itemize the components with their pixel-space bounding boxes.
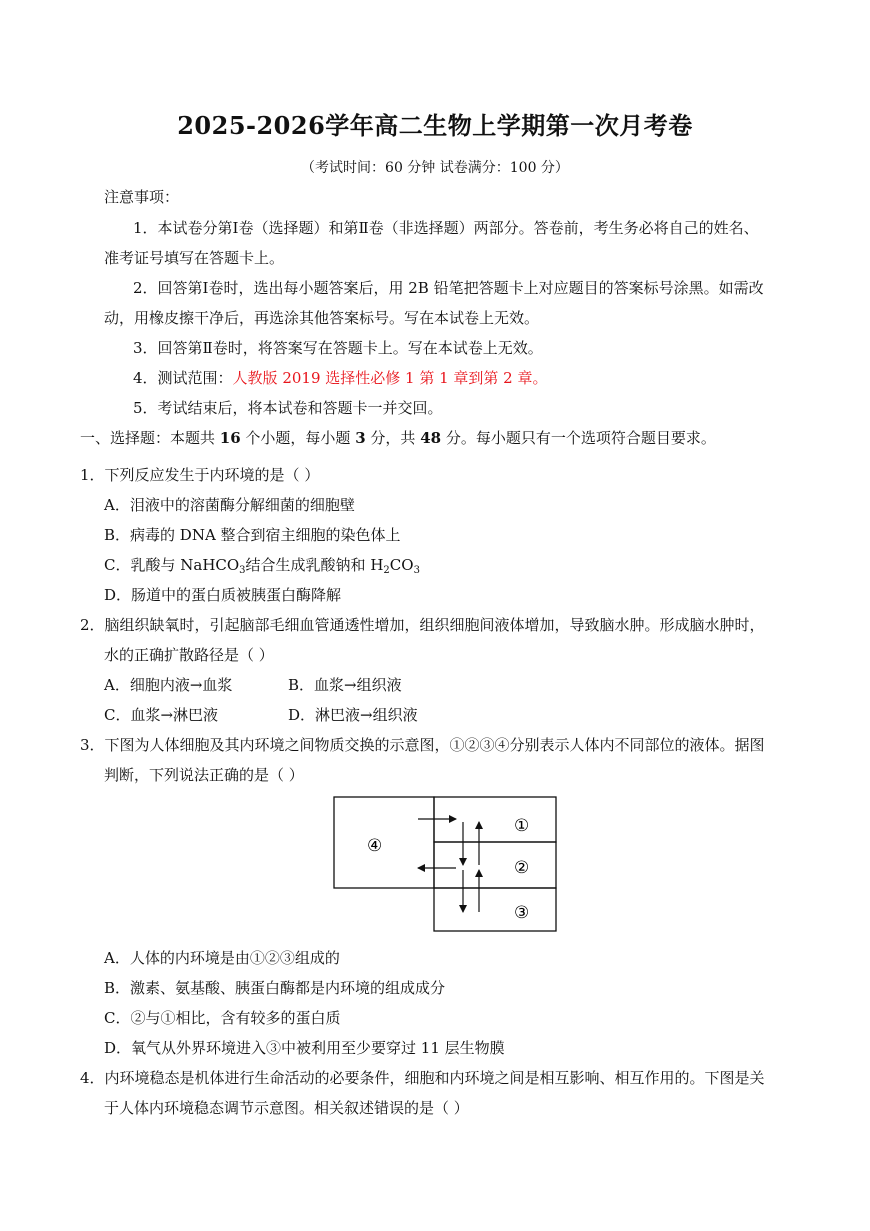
label-1: ① <box>514 816 530 836</box>
box-3 <box>434 888 556 931</box>
question-2-stem: 2．脑组织缺氧时，引起脑部毛细血管通透性增加，组织细胞间液体增加，导致脑水肿。形成脑水肿时， <box>80 616 765 634</box>
notice-item-5: 5．考试结束后，将本试卷和答题卡一并交回。 <box>133 399 443 417</box>
option-c-sub-2: 2 <box>383 565 390 576</box>
question-3-option-c[interactable]: C．②与①相比，含有较多的蛋白质 <box>104 1009 341 1027</box>
option-c-text-2: 结合生成乳酸钠和 H <box>245 556 384 574</box>
question-4-stem-cont: 于人体内环境稳态调节示意图。相关叙述错误的是（ ） <box>104 1099 469 1117</box>
question-3-stem: 3．下图为人体细胞及其内环境之间物质交换的示意图，①②③④分别表示人体内不同部位的液体。据图 <box>80 736 765 754</box>
section-text-4: 分。每小题只有一个选项符合题目要求。 <box>441 429 716 447</box>
notice-item-3: 3．回答第Ⅱ卷时，将答案写在答题卡上。写在本试卷上无效。 <box>133 339 543 357</box>
question-2-option-c[interactable]: C．血浆→淋巴液 <box>104 706 219 724</box>
question-1-option-b[interactable]: B．病毒的 DNA 整合到宿主细胞的染色体上 <box>104 526 401 544</box>
section-text-1: 一、选择题：本题共 <box>80 429 220 447</box>
section-heading <box>80 428 716 448</box>
notice-item-4-prefix: 4．测试范围： <box>133 369 233 387</box>
points-each: 3 <box>355 429 366 447</box>
option-c-sub-3: 3 <box>413 565 420 576</box>
notice-item-1-cont: 准考证号填写在答题卡上。 <box>104 249 285 267</box>
exam-subtitle: （考试时间：60 分钟 试卷满分：100 分） <box>301 160 569 176</box>
notice-item-2-cont: 动，用橡皮擦干净后，再选涂其他答案标号。写在本试卷上无效。 <box>104 309 540 327</box>
body-fluid-diagram <box>330 792 562 936</box>
section-text-3: 分，共 <box>365 429 421 447</box>
question-2-option-b[interactable]: B．血浆→组织液 <box>288 676 402 694</box>
question-1-stem: 1．下列反应发生于内环境的是（ ） <box>80 466 320 484</box>
notice-heading: 注意事项： <box>104 188 180 206</box>
option-c-text-1: C．乳酸与 NaHCO <box>104 556 240 574</box>
box-2 <box>434 842 556 888</box>
question-2-stem-cont: 水的正确扩散路径是（ ） <box>104 646 274 664</box>
question-4-stem: 4．内环境稳态是机体进行生命活动的必要条件，细胞和内环境之间是相互影响、相互作用的。下图是关 <box>80 1069 765 1087</box>
label-4: ④ <box>367 836 383 856</box>
question-count: 16 <box>219 429 241 447</box>
question-1-option-c[interactable] <box>104 555 420 581</box>
question-1-option-a[interactable]: A．泪液中的溶菌酶分解细菌的细胞壁 <box>104 496 355 514</box>
option-c-sub-1: 3 <box>239 565 246 576</box>
question-3-option-a[interactable]: A．人体的内环境是由①②③组成的 <box>104 949 340 967</box>
section-text-2: 个小题，每小题 <box>240 429 356 447</box>
question-1-option-d[interactable]: D．肠道中的蛋白质被胰蛋白酶降解 <box>104 586 342 604</box>
test-range: 人教版 2019 选择性必修 1 第 1 章到第 2 章。 <box>232 369 548 387</box>
question-3-option-b[interactable]: B．激素、氨基酸、胰蛋白酶都是内环境的组成成分 <box>104 979 446 997</box>
label-3: ③ <box>514 903 530 923</box>
label-2: ② <box>514 858 530 878</box>
notice-item-4 <box>133 368 548 388</box>
notice-item-1: 1．本试卷分第Ⅰ卷（选择题）和第Ⅱ卷（非选择题）两部分。答卷前，考生务必将自己的姓名、 <box>133 219 759 237</box>
question-2-option-d[interactable]: D．淋巴液→组织液 <box>288 706 418 724</box>
exam-title: 2025-2026学年高二生物上学期第一次月考卷 <box>177 111 693 140</box>
question-2-option-a[interactable]: A．细胞内液→血浆 <box>104 676 233 694</box>
option-c-text-3: CO <box>389 556 414 574</box>
question-3-stem-cont: 判断，下列说法正确的是（ ） <box>104 766 304 784</box>
question-3-option-d[interactable]: D．氧气从外界环境进入③中被利用至少要穿过 11 层生物膜 <box>104 1039 505 1057</box>
points-total: 48 <box>420 429 442 447</box>
cell-fluid-box <box>334 797 434 888</box>
notice-item-2: 2．回答第Ⅰ卷时，选出每小题答案后，用 2B 铅笔把答题卡上对应题目的答案标号涂黑。如需改 <box>133 279 764 297</box>
